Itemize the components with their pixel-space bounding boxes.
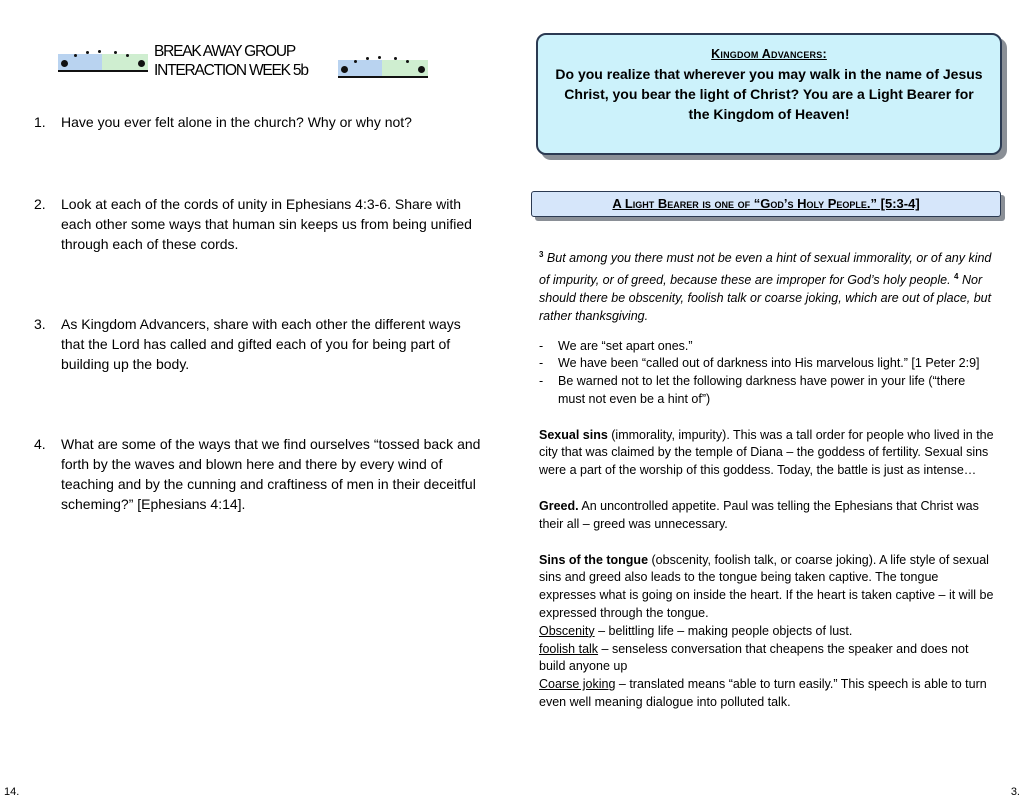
- question-number: 2.: [34, 196, 46, 212]
- dash-marker: -: [539, 356, 544, 371]
- page-number-left: 14.: [4, 786, 20, 798]
- question-text: Have you ever felt alone in the church? Why or why not?: [61, 114, 412, 130]
- question-3: [34, 314, 484, 374]
- header-title-line1: BREAK AWAY GROUP: [154, 43, 296, 60]
- section-title-box: [531, 191, 1001, 217]
- verse-4-text: Nor should there be obscenity, foolish talk or coarse joking, which are out of place, but rather thanksgiving.: [539, 273, 992, 323]
- definition-text: – belittling life – making people objects of lust.: [594, 623, 853, 638]
- point-text: We have been “called out of darkness into His marvelous light.” [1 Peter 2:9]: [558, 356, 980, 371]
- point-text: Be warned not to let the following darkness have power in your life (“there must not even be a hint of”): [558, 374, 966, 406]
- scripture-verse: [539, 246, 995, 326]
- tongue-paragraph: [539, 552, 995, 623]
- definition-coarse-joking: [539, 676, 995, 712]
- right-page: [512, 0, 1024, 803]
- point-list: [539, 338, 995, 409]
- verse-number-4: 4: [954, 271, 959, 281]
- question-2: [34, 194, 484, 254]
- tongue-text: (obscenity, foolish talk, or coarse joking). A life style of sexual sins and greed also leads to the tongue being taken captive. The tongue expresses what is going on inside the heart. If the heart is taken captive – it will be expressed through the tongue.: [539, 552, 994, 621]
- question-1: [34, 112, 484, 132]
- dash-marker: -: [539, 374, 544, 389]
- sexual-sins-label: Sexual sins: [539, 427, 608, 442]
- sexual-sins-text: (immorality, impurity). This was a tall order for people who lived in the city that was claimed by the temple of Diana – the goddess of fertility. Sexual sins were a part of the worship of this goddess. Today, the battle is just as intense…: [539, 427, 994, 478]
- greed-text: An uncontrolled appetite. Paul was telling the Ephesians that Christ was their all – greed was unnecessary.: [539, 499, 979, 531]
- page-number-right: 3.: [1010, 786, 1020, 798]
- section-content: [539, 246, 995, 712]
- list-item: [539, 355, 995, 373]
- definition-text: – senseless conversation that cheapens the speaker and does not build anyone up: [539, 641, 969, 674]
- header-title-line2: INTERACTION WEEK 5b: [154, 62, 308, 79]
- header-title: [154, 42, 308, 80]
- header-decoration-left: [58, 44, 148, 80]
- question-text: What are some of the ways that we find ourselves “tossed back and forth by the waves and blown here and there by every wind of teaching and by the cunning and craftiness of men in their deceitful scheming?” [Ephesians 4:14].: [61, 436, 481, 512]
- header-decoration-right: [338, 50, 428, 86]
- kingdom-advancers-title: Kingdom Advancers:: [711, 47, 827, 61]
- question-text: Look at each of the cords of unity in Ephesians 4:3-6. Share with each other some ways that human sin keeps us from being unified through each of these cords.: [61, 196, 472, 252]
- definition-term: foolish talk: [539, 641, 599, 656]
- section-title: A Light Bearer is one of “God’s Holy People.” [5:3-4]: [612, 196, 920, 211]
- dash-marker: -: [539, 338, 544, 353]
- definition-foolish-talk: [539, 641, 995, 677]
- question-text: As Kingdom Advancers, share with each other the different ways that the Lord has called and gifted each of you for being part of building up the body.: [61, 316, 461, 372]
- question-number: 1.: [34, 114, 46, 130]
- list-item: [539, 338, 995, 356]
- verse-number-3: 3: [539, 250, 544, 259]
- definition-text: – translated means “able to turn easily.” This speech is able to turn even well meaning dialogue into polluted talk.: [539, 677, 987, 710]
- question-4: [34, 434, 484, 514]
- question-number: 4.: [34, 436, 46, 452]
- tongue-label: Sins of the tongue: [539, 552, 649, 567]
- sexual-sins-paragraph: [539, 427, 995, 480]
- kingdom-advancers-body: Do you realize that wherever you may walk in the name of Jesus Christ, you bear the light of Christ? You are a Light Bearer for the Kingdom of Heaven!: [555, 66, 983, 122]
- definition-term: Coarse joking: [539, 677, 616, 692]
- definition-obscenity: [539, 623, 995, 641]
- list-item: [539, 373, 995, 409]
- kingdom-advancers-box: [536, 33, 1002, 155]
- definition-term: Obscenity: [539, 623, 595, 638]
- question-number: 3.: [34, 316, 46, 332]
- verse-3-text: But among you there must not be even a hint of sexual immorality, or of any kind of impurity, or of greed, because these are improper for God’s holy people.: [539, 251, 992, 288]
- greed-label: Greed.: [539, 499, 579, 514]
- greed-paragraph: [539, 498, 995, 534]
- point-text: We are “set apart ones.”: [558, 338, 693, 353]
- question-list: [34, 112, 484, 514]
